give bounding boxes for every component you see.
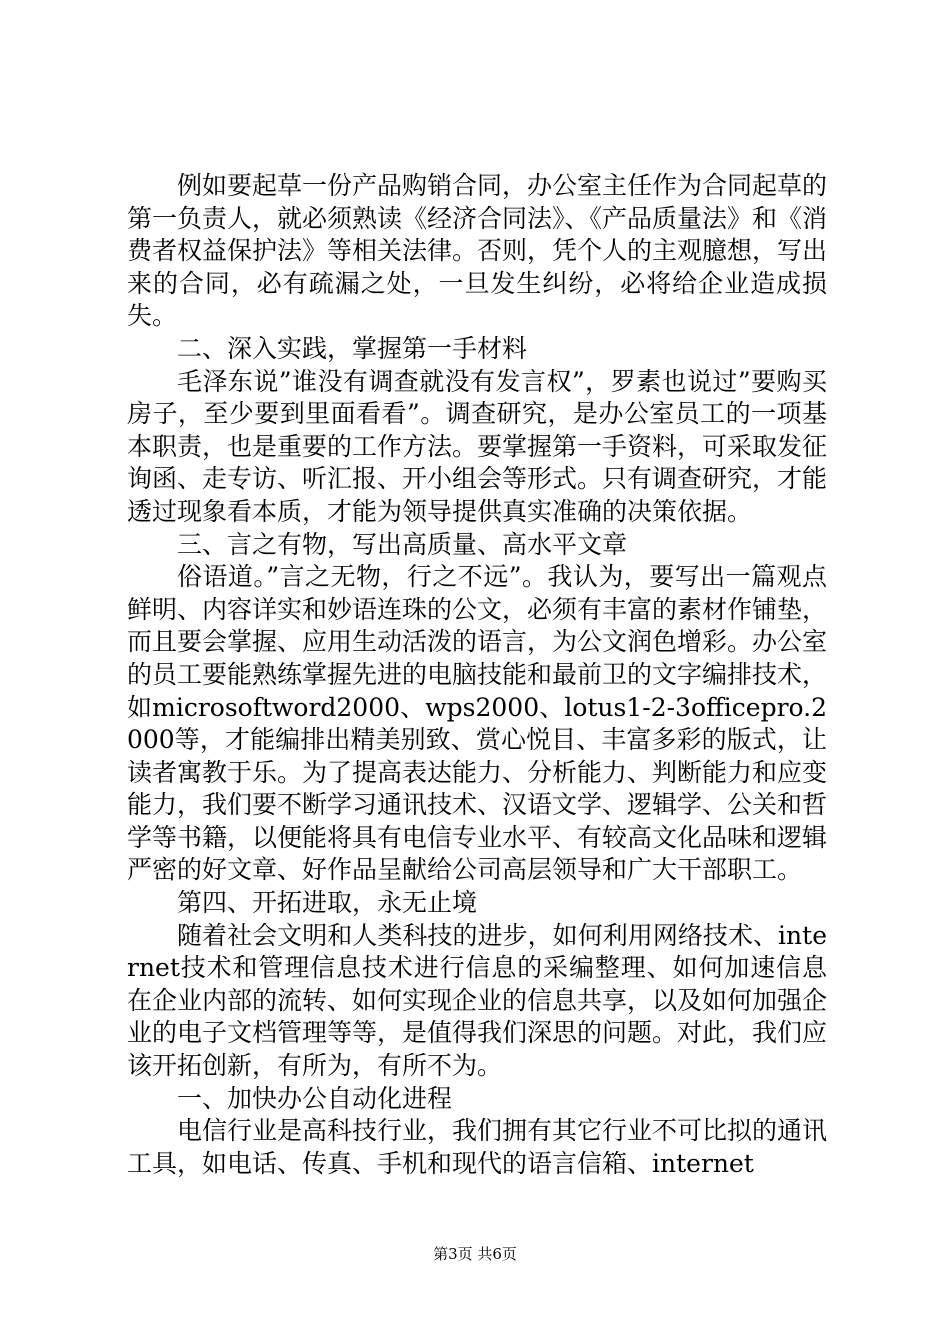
paragraph-investigation: 毛泽东说”谁没有调查就没有发言权”，罗素也说过”要购买房子，至少要到里面看看”。调查研究，是办公室员工的一项基本职责，也是重要的工作方法。要掌握第一手资料，可采取发征询函、走专访、听汇报、开小组会等形式。只有调查研究，才能透过现象看本质，才能为领导提供真实准确的决策依据。 [127, 366, 828, 526]
page-number-footer: 第3页 共6页 [433, 1245, 517, 1263]
heading-quality-writing: 三、言之有物，写出高质量、高水平文章 [177, 529, 628, 559]
heading-office-automation: 一、加快办公自动化进程 [177, 1083, 453, 1113]
paragraph-telecom-industry: 电信行业是高科技行业，我们拥有其它行业不可比拟的通讯工具，如电话、传真、手机和现代的语言信箱、internet [127, 1116, 828, 1178]
paragraph-writing-skills: 俗语道。”言之无物，行之不远”。我认为，要写出一篇观点鲜明、内容详实和妙语连珠的公文，必须有丰富的素材作铺垫，而且要会掌握、应用生动活泼的语言，为公文润色增彩。办公室的员工要能熟练掌握先进的电脑技能和最前卫的文字编排技术，如microsoftword2000、wps2000、lotus1-2-3officepro.2000等，才能编排出精美别致、赏心悦目、丰富多彩的版式，让读者寓教于乐。为了提高表达能力、分析能力、判断能力和应变能力，我们要不断学习通讯技术、汉语文学、逻辑学、公关和哲学等书籍，以便能将具有电信专业水平、有较高文化品味和逻辑严密的好文章、好作品呈献给公司高层领导和广大干部职工。 [127, 562, 828, 885]
paragraph-contract-example: 例如要起草一份产品购销合同，办公室主任作为合同起草的第一负责人，就必须熟读《经济合同法》、《产品质量法》和《消费者权益保护法》等相关法律。否则，凭个人的主观臆想，写出来的合同，必有疏漏之处，一旦发生纠纷，必将给企业造成损失。 [127, 171, 828, 331]
paragraph-technology-progress: 随着社会文明和人类科技的进步，如何利用网络技术、internet技术和管理信息技术进行信息的采编整理、如何加速信息在企业内部的流转、如何实现企业的信息共享，以及如何加强企业的电子文档管理等等，是值得我们深思的问题。对此，我们应该开拓创新，有所为，有所不为。 [127, 920, 828, 1081]
heading-pioneering: 第四、开拓进取，永无止境 [177, 888, 478, 918]
document-body [127, 170, 827, 1180]
heading-practice: 二、深入实践，掌握第一手材料 [177, 333, 528, 363]
